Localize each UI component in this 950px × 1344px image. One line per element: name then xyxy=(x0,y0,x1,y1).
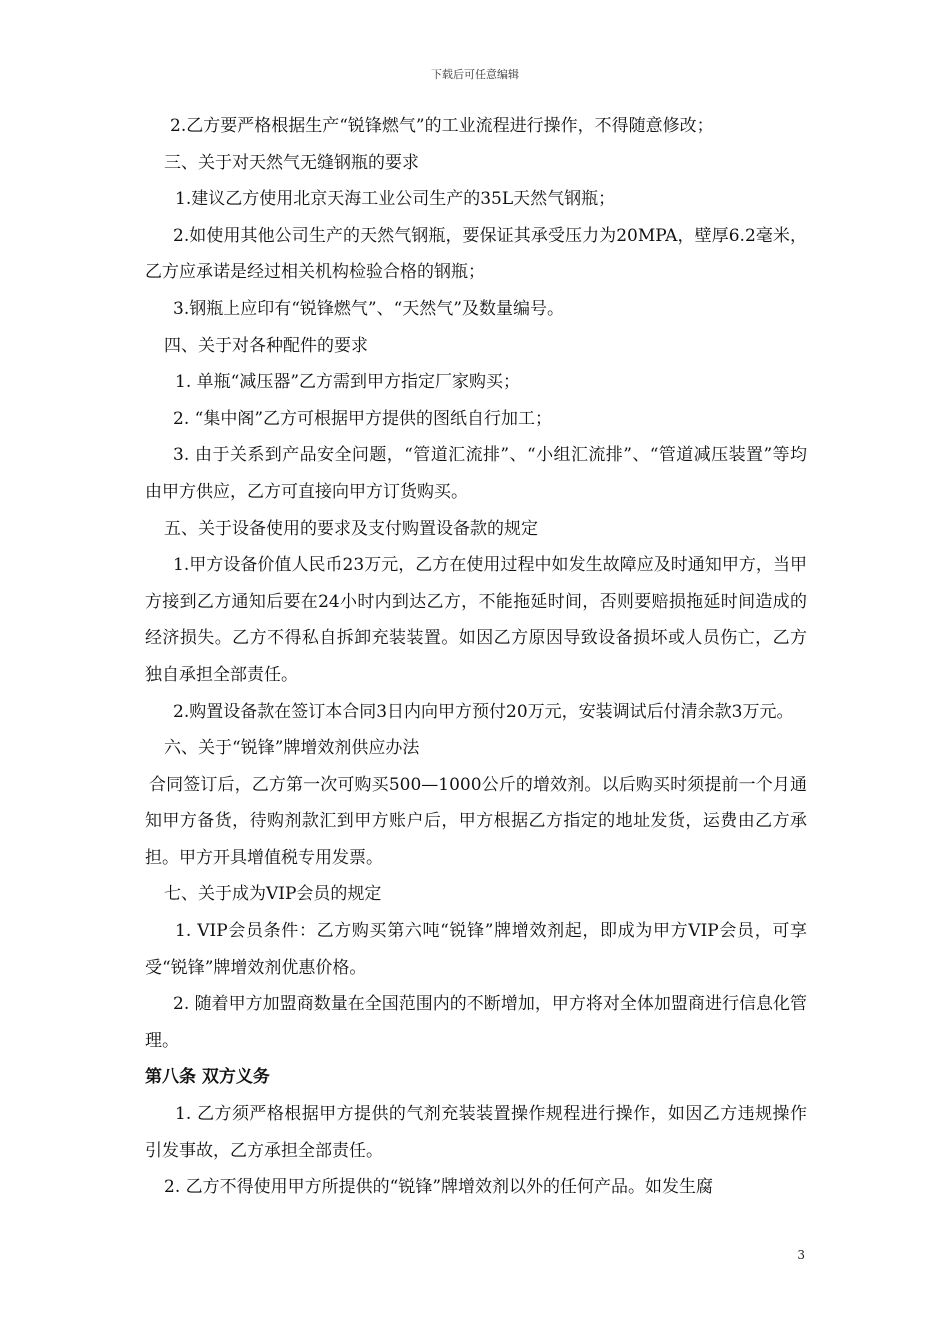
paragraph: 1.建议乙方使用北京天海工业公司生产的35L天然气钢瓶； xyxy=(175,189,616,210)
paragraph: 六、关于“锐锋”牌增效剂供应办法 xyxy=(164,738,420,759)
paragraph: 3. 由于关系到产品安全问题，“管道汇流排”、“小组汇流排”、“管道减压装置”等均由甲方供应，乙方可直接向甲方订货购买。 xyxy=(145,445,807,502)
paragraph: 2. “集中阁”乙方可根据甲方提供的图纸自行加工； xyxy=(173,408,553,429)
paragraph: 1. VIP会员条件：乙方购买第六吨“锐锋”牌增效剂起，即成为甲方VIP会员，可享受“锐锋”牌增效剂优惠价格。 xyxy=(145,921,807,978)
paragraph: 2.如使用其他公司生产的天然气钢瓶，要保证其承受压力为20MPA，壁厚6.2毫米，乙方应承诺是经过相关机构检验合格的钢瓶； xyxy=(145,225,807,283)
page-header: 下载后可任意编辑 xyxy=(431,68,519,81)
document-body xyxy=(145,108,807,1206)
paragraph: 七、关于成为VIP会员的规定 xyxy=(164,884,382,905)
paragraph: 2.乙方要严格根据生产“锐锋燃气”的工业流程进行操作，不得随意修改； xyxy=(170,116,714,136)
paragraph: 2. 随着甲方加盟商数量在全国范围内的不断增加，甲方将对全体加盟商进行信息化管理。 xyxy=(145,994,807,1051)
paragraph: 3.钢瓶上应印有“锐锋燃气”、“天然气”及数量编号。 xyxy=(173,298,564,319)
paragraph: 1.甲方设备价值人民币23万元，乙方在使用过程中如发生故障应及时通知甲方，当甲方接到乙方通知后要在24小时内到达乙方，不能拖延时间，否则要赔损拖延时间造成的经济损失。乙方不得私自拆卸充装装置。如因乙方原因导致设备损坏或人员伤亡，乙方独自承担全部责任。 xyxy=(145,555,807,685)
paragraph: 三、关于对天然气无缝钢瓶的要求 xyxy=(164,152,419,173)
paragraph: 2. 乙方不得使用甲方所提供的“锐锋”牌增效剂以外的任何产品。如发生腐 xyxy=(164,1177,714,1198)
section-heading: 第八条 双方义务 xyxy=(145,1067,270,1088)
paragraph: 合同签订后，乙方第一次可购买500—1000公斤的增效剂。以后购买时须提前一个月通知甲方备货，待购剂款汇到甲方账户后，甲方根据乙方指定的地址发货，运费由乙方承担。甲方开具增值税专用发票。 xyxy=(145,774,807,868)
paragraph: 五、关于设备使用的要求及支付购置设备款的规定 xyxy=(164,518,538,539)
paragraph: 四、关于对各种配件的要求 xyxy=(164,335,368,356)
paragraph: 1. 单瓶“减压器”乙方需到甲方指定厂家购买； xyxy=(175,372,521,393)
paragraph: 1. 乙方须严格根据甲方提供的气剂充装装置操作规程进行操作，如因乙方违规操作引发事故，乙方承担全部责任。 xyxy=(145,1104,807,1161)
page-number: 3 xyxy=(797,1248,805,1262)
paragraph: 2.购置设备款在签订本合同3日内向甲方预付20万元，安装调试后付清余款3万元。 xyxy=(173,701,794,722)
